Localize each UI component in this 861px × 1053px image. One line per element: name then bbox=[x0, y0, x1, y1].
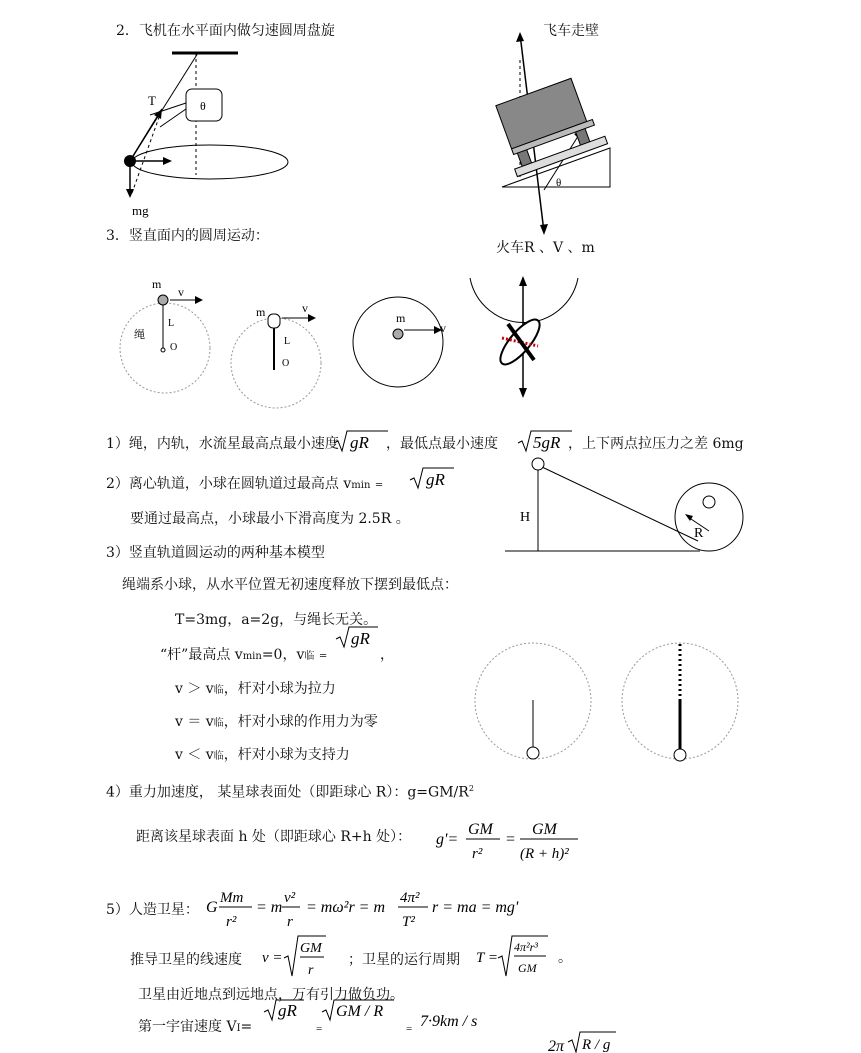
item-5-v1-formula bbox=[262, 998, 522, 1038]
svg-text:m: m bbox=[152, 277, 162, 291]
wall-riding-heading: 飞车走壁 bbox=[543, 23, 599, 39]
item-5-T-formula bbox=[476, 934, 586, 980]
item-1-text-b: ，最低点最小速度 bbox=[386, 436, 498, 452]
svg-text:Mm: Mm bbox=[220, 890, 244, 906]
rope-circle-diagram bbox=[118, 276, 218, 400]
item-5-label: 5）人造卫星： bbox=[106, 902, 199, 918]
weight-label: mg bbox=[132, 203, 149, 218]
svg-text:r = ma = mg': r = ma = mg' bbox=[432, 899, 519, 916]
svg-text:R / g: R / g bbox=[582, 1037, 611, 1053]
svg-text:gR: gR bbox=[278, 1001, 297, 1020]
svg-text:=: = bbox=[316, 1023, 323, 1035]
svg-text:gR: gR bbox=[350, 433, 369, 452]
sqrt-gR-3 bbox=[334, 624, 380, 650]
svg-text:4π²: 4π² bbox=[400, 890, 420, 906]
svg-text:= m: = m bbox=[256, 899, 283, 916]
sqrt-gR-2 bbox=[408, 465, 458, 491]
svg-text:v =: v = bbox=[262, 950, 283, 966]
svg-text:GM: GM bbox=[468, 821, 493, 838]
svg-text:v²: v² bbox=[284, 890, 296, 906]
airplane-loop-diagram bbox=[468, 268, 580, 400]
svg-text:5gR: 5gR bbox=[533, 433, 561, 452]
svg-text:GM / R: GM / R bbox=[336, 1003, 384, 1020]
item-5-work: 卫星由近地点到远地点，万有引力做负功。 bbox=[138, 987, 404, 1003]
svg-text:。: 。 bbox=[558, 951, 572, 966]
svg-text:T²: T² bbox=[402, 914, 415, 930]
svg-text:gR: gR bbox=[426, 470, 445, 489]
wall-riding-diagram bbox=[490, 30, 630, 240]
airplane-circling-diagram bbox=[110, 45, 290, 225]
item-4-formula bbox=[436, 814, 586, 864]
item-3-rod: “杆”最高点 vmin=0，v临 = bbox=[160, 647, 328, 663]
item-3-lt: v ＜ v临，杆对小球为支持力 bbox=[175, 747, 350, 763]
svg-text:v: v bbox=[178, 285, 184, 299]
solid-circle-diagram bbox=[350, 308, 460, 390]
train-caption: 火车R 、V 、m bbox=[496, 240, 595, 256]
svg-text:绳: 绳 bbox=[134, 329, 145, 341]
svg-text:O: O bbox=[282, 358, 290, 369]
incline-loop-diagram bbox=[500, 455, 750, 560]
item-1-text-a: 1）绳，内轨，水流星最高点最小速度 bbox=[106, 436, 339, 452]
item-3-rod-comma: ， bbox=[380, 647, 394, 663]
svg-text:GM: GM bbox=[518, 961, 537, 975]
svg-text:O: O bbox=[170, 342, 178, 353]
item-5-first-cosmic: 第一宇宙速度 VI= bbox=[138, 1019, 253, 1035]
svg-text:GM: GM bbox=[300, 941, 322, 956]
svg-text:r²: r² bbox=[226, 914, 237, 930]
rod-pendulum-diagram bbox=[618, 642, 748, 767]
svg-text:L: L bbox=[284, 336, 291, 347]
item-4-text: 4）重力加速度， 某星球表面处（即距球心 R）：$g=GM/R^2$ bbox=[106, 784, 474, 801]
svg-text:g'=: g'= bbox=[436, 831, 459, 848]
svg-text:T =: T = bbox=[476, 950, 498, 966]
item-3-gt: v ＞ v临，杆对小球为拉力 bbox=[175, 681, 336, 697]
item-3-rope: 绳端系小球，从水平位置无初速度释放下摆到最低点： bbox=[122, 577, 458, 593]
sqrt-gR-1 bbox=[332, 428, 392, 454]
svg-text:r²: r² bbox=[472, 846, 483, 862]
theta-label: θ bbox=[200, 99, 206, 113]
svg-text:= mω²r = m: = mω²r = m bbox=[306, 899, 386, 916]
svg-text:(R + h)²: (R + h)² bbox=[520, 846, 569, 862]
svg-text:m: m bbox=[256, 305, 266, 319]
svg-text:H: H bbox=[520, 510, 531, 525]
item-2-text: 2）离心轨道，小球在圆轨道过最高点 vmin = bbox=[106, 476, 384, 492]
svg-text:4π²r³: 4π²r³ bbox=[514, 940, 538, 954]
svg-text:L: L bbox=[168, 318, 175, 329]
item-3-title: 3）竖直轨道圆运动的两种基本模型 bbox=[106, 545, 325, 561]
svg-text:=: = bbox=[506, 831, 516, 848]
svg-text:v: v bbox=[440, 321, 446, 335]
svg-text:=: = bbox=[406, 1023, 413, 1035]
item-5-T-label: ；卫星的运行周期 bbox=[348, 952, 460, 968]
item-5-bottom-formula bbox=[548, 1030, 628, 1053]
svg-text:v: v bbox=[302, 301, 308, 315]
tension-label: T bbox=[148, 93, 156, 108]
wall-theta-label: θ bbox=[556, 177, 562, 189]
item-5-v-label: 推导卫星的线速度 bbox=[130, 952, 242, 968]
svg-text:7·9km / s: 7·9km / s bbox=[420, 1013, 478, 1030]
svg-text:R: R bbox=[694, 526, 704, 541]
item-5-formula bbox=[206, 884, 566, 930]
section-2-heading: 2．飞机在水平面内做匀速圆周盘旋 bbox=[116, 23, 335, 39]
item-5-v-formula bbox=[262, 934, 334, 980]
item-4-distance-text: 距离该星球表面 h 处（即距球心 R+h 处）： bbox=[136, 829, 412, 845]
section-3-heading: 3．竖直面内的圆周运动： bbox=[106, 228, 269, 244]
svg-text:2π: 2π bbox=[548, 1038, 565, 1053]
rope-pendulum-diagram bbox=[470, 642, 600, 767]
sqrt-5gR bbox=[516, 428, 576, 454]
svg-text:GM: GM bbox=[532, 821, 557, 838]
item-1-text-c: ，上下两点拉压力之差 6mg bbox=[568, 436, 744, 452]
svg-text:m: m bbox=[396, 311, 406, 325]
item-3-T: T=3mg，a=2g，与绳长无关。 bbox=[175, 612, 378, 628]
item-2-line2: 要通过最高点，小球最小下滑高度为 2.5R 。 bbox=[130, 511, 410, 527]
tube-circle-diagram bbox=[228, 300, 328, 412]
svg-text:gR: gR bbox=[351, 629, 370, 648]
svg-text:r: r bbox=[287, 914, 293, 930]
svg-text:r: r bbox=[308, 963, 314, 978]
item-3-eq: v ＝ v临，杆对小球的作用力为零 bbox=[175, 714, 378, 730]
svg-text:G: G bbox=[206, 899, 218, 916]
